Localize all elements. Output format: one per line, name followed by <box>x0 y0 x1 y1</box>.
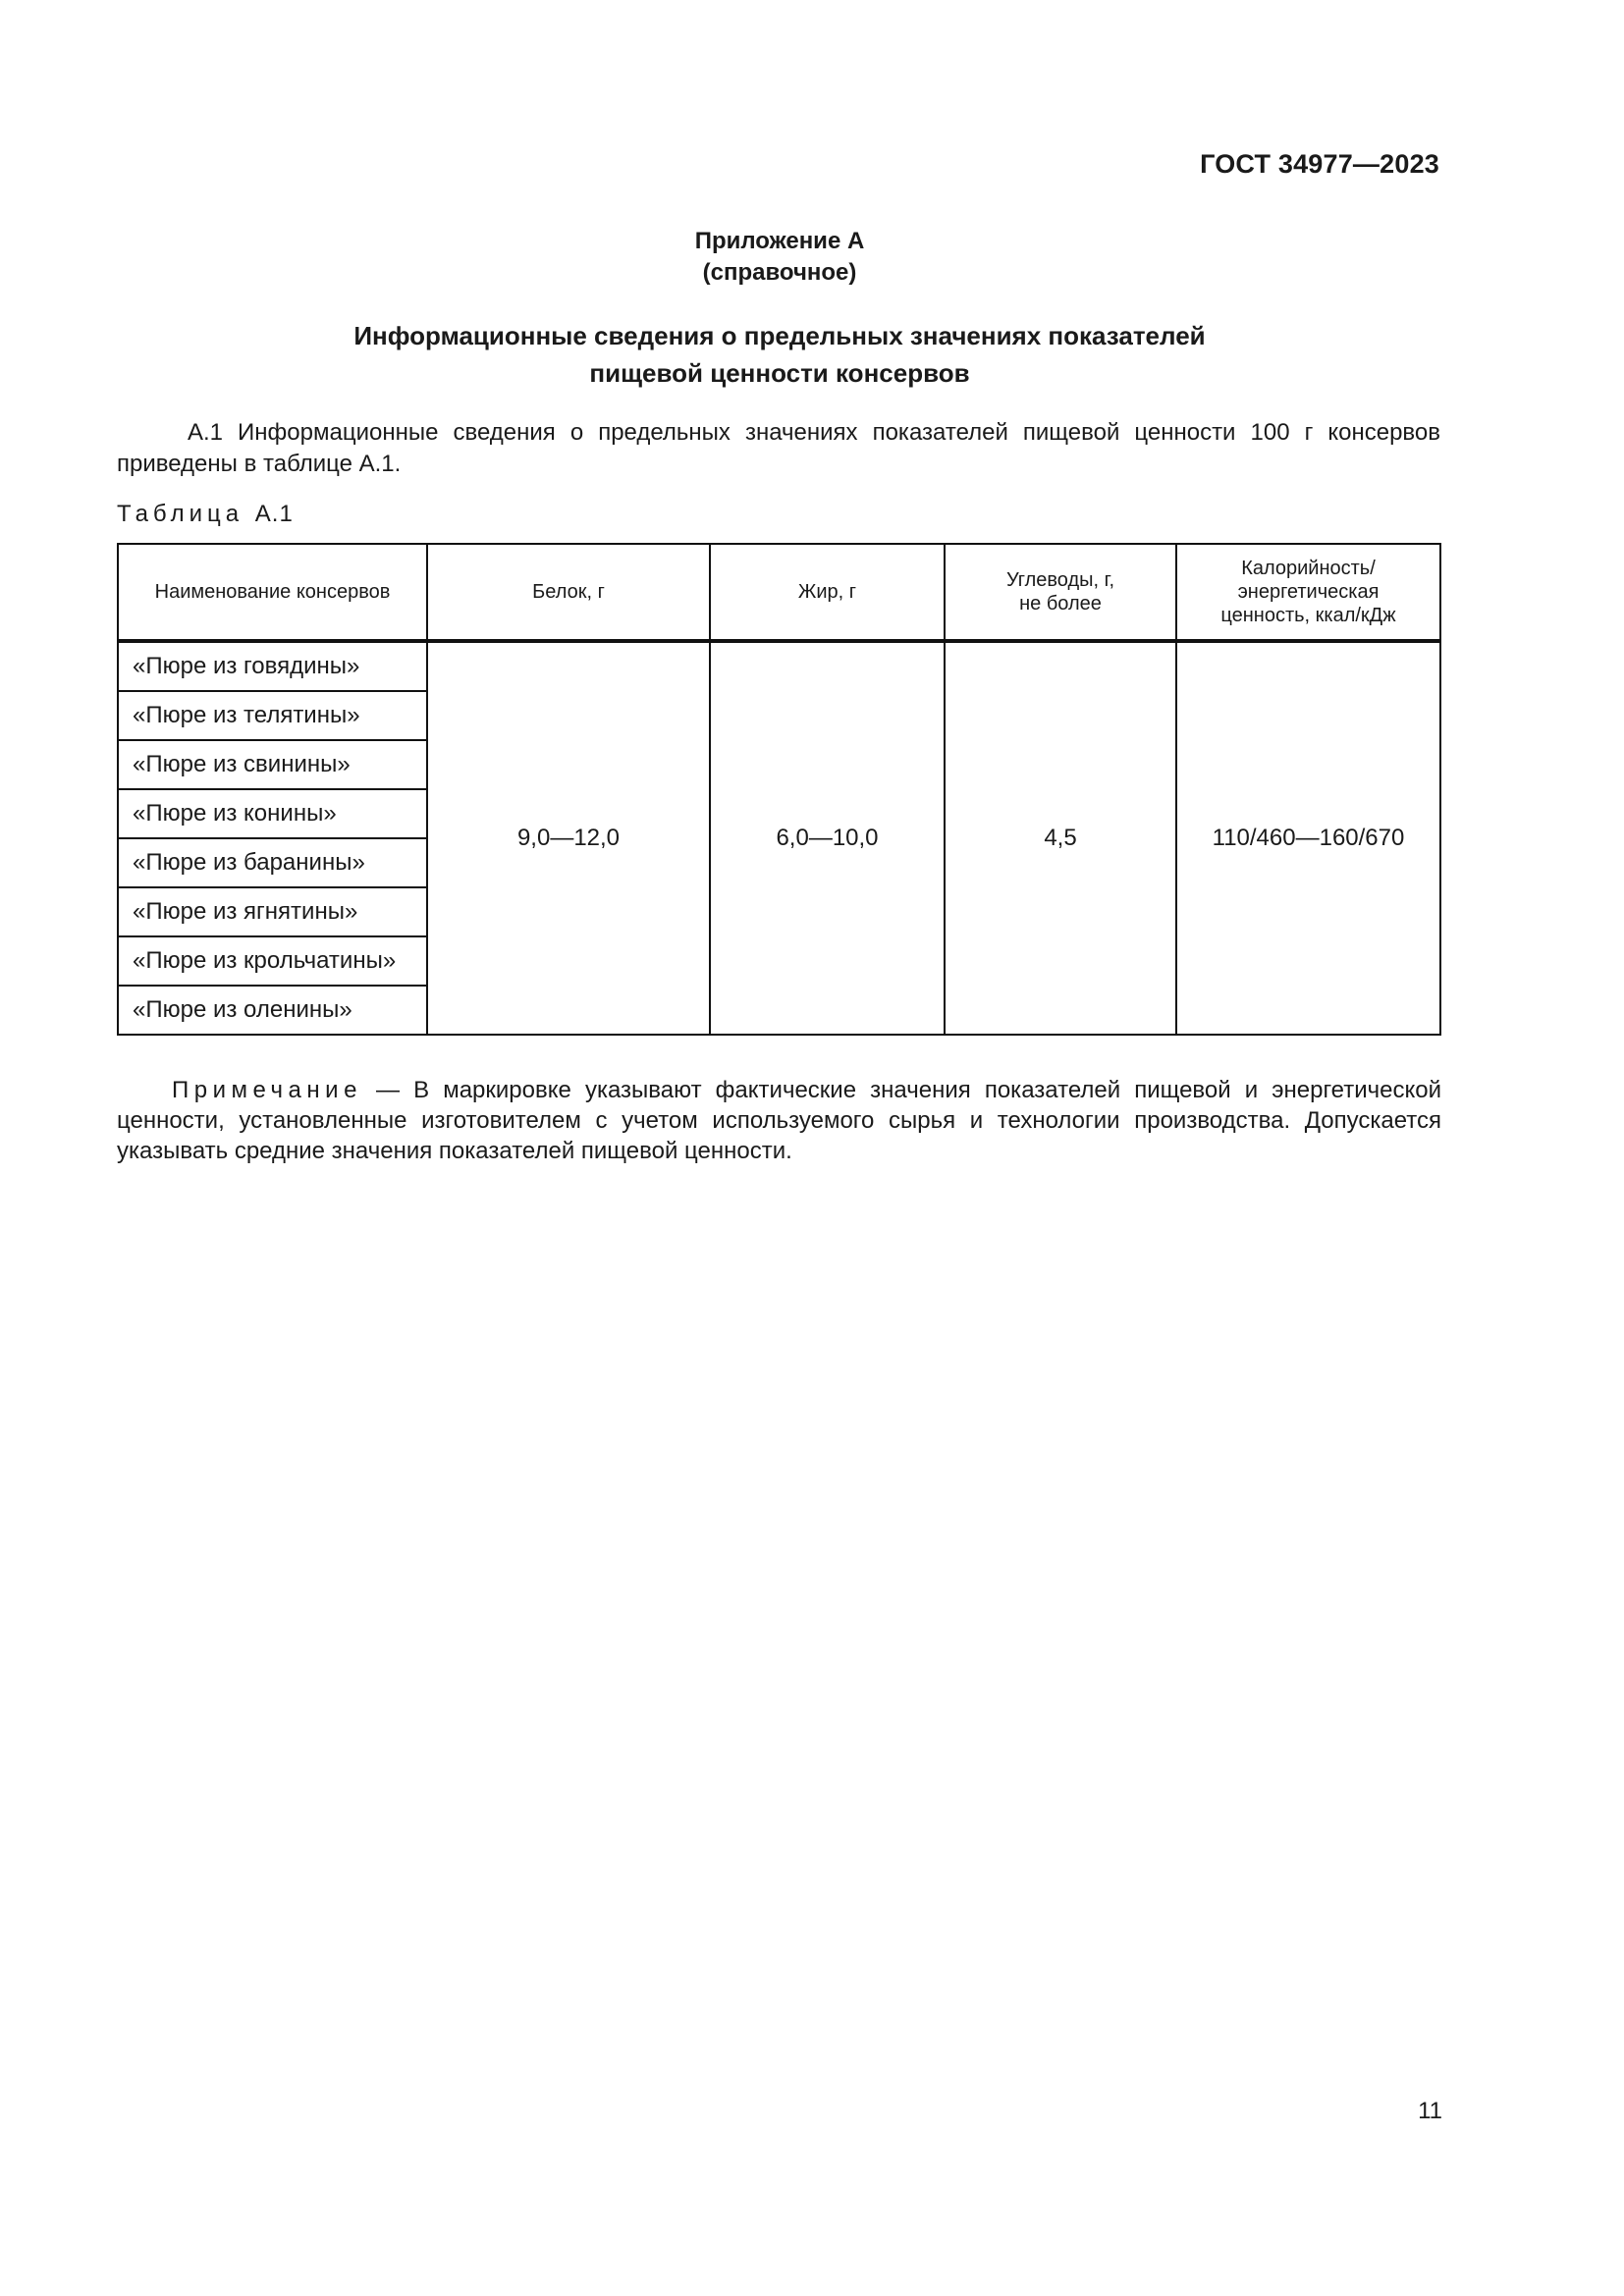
table-row-name: «Пюре из конины» <box>119 788 426 837</box>
appendix-heading <box>0 226 1559 289</box>
header-carbs-line-2: не более <box>1019 593 1102 614</box>
table-row-name: «Пюре из свинины» <box>119 739 426 788</box>
note-label: Примечание <box>172 1077 362 1103</box>
header-protein: Белок, г <box>532 581 605 603</box>
table-caption-word: Таблица <box>117 501 244 527</box>
header-fat: Жир, г <box>797 581 857 603</box>
header-carbs <box>946 545 1175 639</box>
intro-paragraph: А.1 Информационные сведения о предельных значениях показателей пищевой ценности 100 г консервов приведены в таблице А.1. <box>117 419 1440 477</box>
header-name: Наименование консервов <box>154 581 391 603</box>
value-energy: 110/460—160/670 <box>1212 825 1405 851</box>
nutrition-table <box>117 543 1441 1036</box>
value-protein: 9,0—12,0 <box>516 825 621 851</box>
table-caption <box>117 501 294 528</box>
appendix-subtitle: (справочное) <box>702 259 857 286</box>
table-note <box>117 1075 1441 1166</box>
table-row-name: «Пюре из крольчатины» <box>119 935 426 985</box>
table-row-name: «Пюре из говядины» <box>133 653 360 679</box>
page-title <box>0 317 1559 392</box>
note-text: — В маркировке указывают фактические значения показателей пищевой и энергетической ценности, установленные изготовителем с учетом используемого сырья и технологии производства. Допускается указывать средние значения показателей пищевой ценности. <box>117 1077 1441 1164</box>
page-number: 11 <box>1418 2098 1442 2124</box>
document-code: ГОСТ 34977—2023 <box>1200 149 1439 179</box>
value-carbs: 4,5 <box>1044 825 1077 851</box>
value-fat: 6,0—10,0 <box>776 825 879 851</box>
header-energy-line-3: ценность, ккал/кДж <box>1220 605 1396 626</box>
appendix-title: Приложение А <box>694 228 865 254</box>
title-line-2: пищевой ценности консервов <box>589 358 970 388</box>
table-row-name: «Пюре из оленины» <box>119 985 426 1034</box>
header-carbs-line-1: Углеводы, г, <box>1005 569 1115 591</box>
title-line-1: Информационные сведения о предельных значениях показателей <box>353 321 1206 350</box>
table-row-name: «Пюре из ягнятины» <box>119 886 426 935</box>
header-energy <box>1177 545 1439 639</box>
table-caption-number: А.1 <box>254 501 294 527</box>
table-row-name: «Пюре из телятины» <box>119 690 426 739</box>
table-row-name: «Пюре из баранины» <box>119 837 426 886</box>
header-energy-line-1: Калорийность/ <box>1241 558 1376 579</box>
header-energy-line-2: энергетическая <box>1237 581 1380 603</box>
